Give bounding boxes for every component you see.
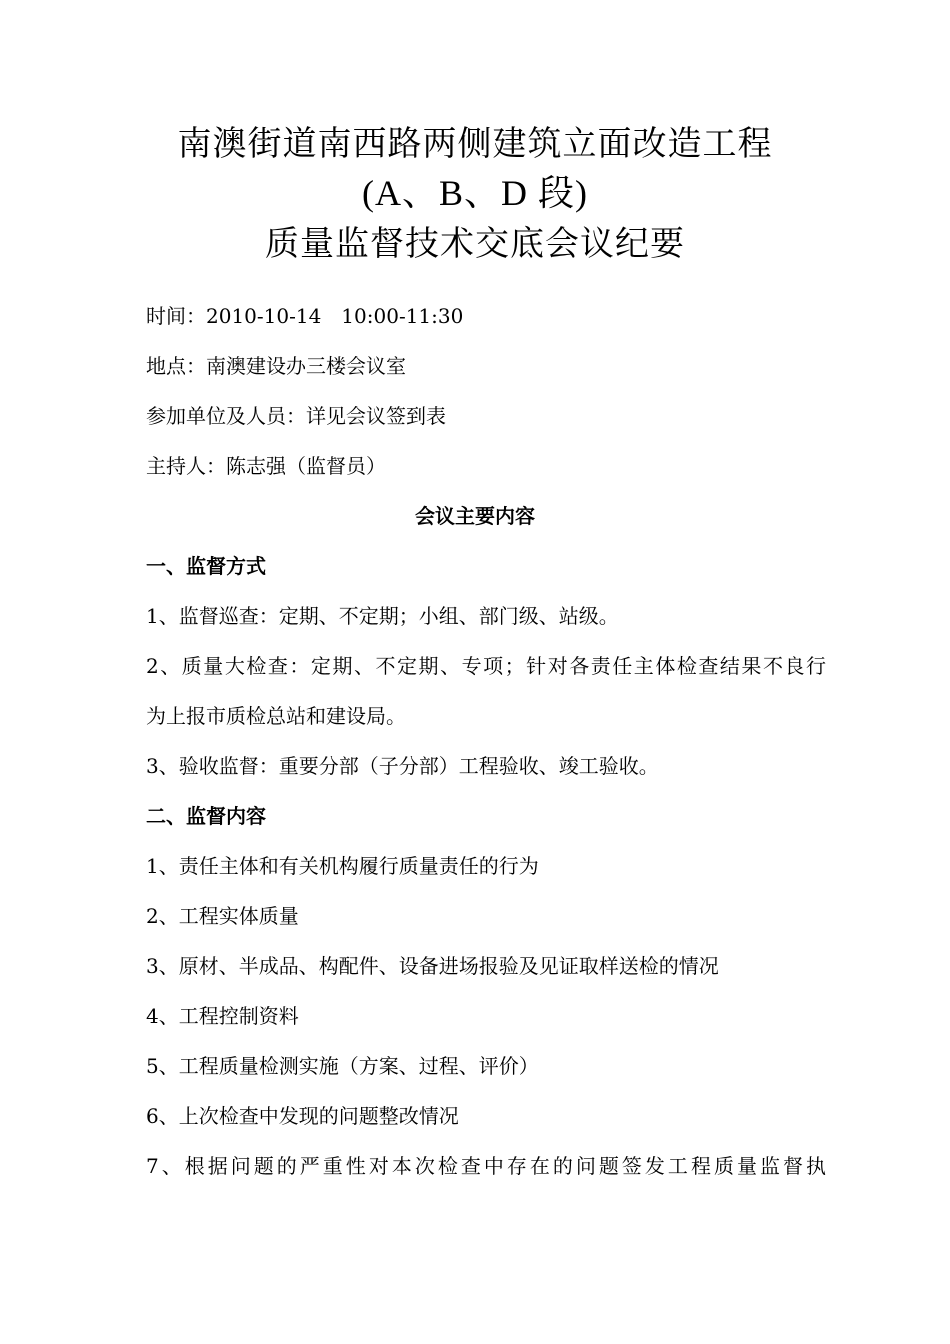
section-1-heading: 一、监督方式 xyxy=(146,554,266,578)
section-1-item-3: 3、验收监督：重要分部（子分部）工程验收、竣工验收。 xyxy=(146,754,659,778)
section-2-item-5: 5、工程质量检测实施（方案、过程、评价） xyxy=(146,1054,539,1078)
section-1-item-1: 1、监督巡查：定期、不定期；小组、部门级、站级。 xyxy=(146,604,619,628)
document-title-line-1: 南澳街道南西路两侧建筑立面改造工程 xyxy=(177,124,773,164)
meeting-location: 地点：南澳建设办三楼会议室 xyxy=(146,354,406,378)
meeting-host: 主持人：陈志强（监督员） xyxy=(146,454,386,478)
section-2-item-6: 6、上次检查中发现的问题整改情况 xyxy=(146,1104,459,1128)
section-heading-main-content: 会议主要内容 xyxy=(415,504,535,528)
document-title-line-2: (A、B、D 段) xyxy=(362,173,588,213)
section-2-item-4: 4、工程控制资料 xyxy=(146,1004,299,1028)
section-1-item-2: 2、质量大检查：定期、不定期、专项；针对各责任主体检查结果不良行 xyxy=(146,654,826,678)
section-2-item-3: 3、原材、半成品、构配件、设备进场报验及见证取样送检的情况 xyxy=(146,954,719,978)
document-title-line-3: 质量监督技术交底会议纪要 xyxy=(265,224,685,264)
section-2-heading: 二、监督内容 xyxy=(146,804,266,828)
section-1-item-2-continued: 为上报市质检总站和建设局。 xyxy=(146,704,406,728)
section-2-item-7: 7、根据问题的严重性对本次检查中存在的问题签发工程质量监督执 xyxy=(146,1154,826,1178)
meeting-participants: 参加单位及人员：详见会议签到表 xyxy=(146,404,446,428)
section-2-item-2: 2、工程实体质量 xyxy=(146,904,299,928)
meeting-time: 时间：2010-10-14 10:00-11:30 xyxy=(146,304,464,328)
section-2-item-1: 1、责任主体和有关机构履行质量责任的行为 xyxy=(146,854,539,878)
